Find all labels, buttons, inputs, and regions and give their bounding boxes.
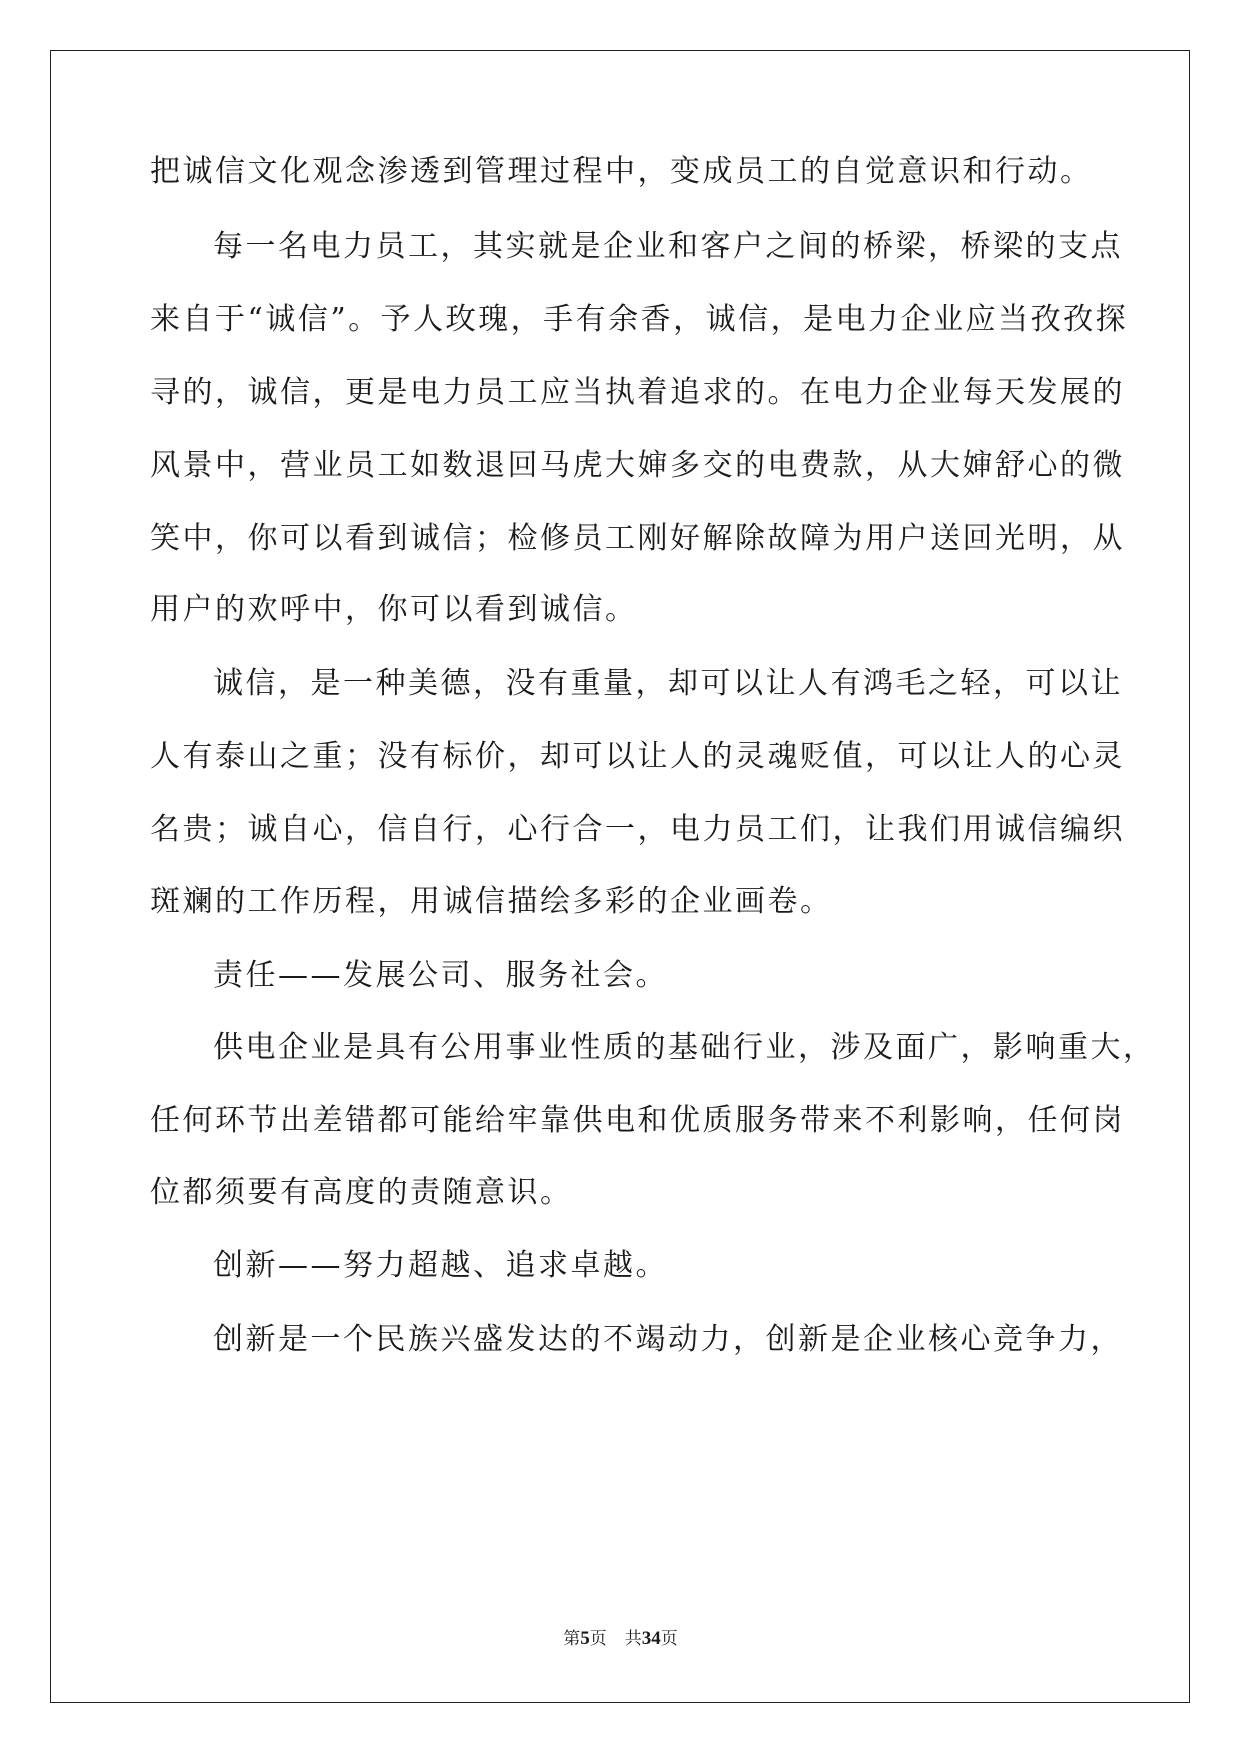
text-line: 人有泰山之重；没有标价，却可以让人的灵魂贬值，可以让人的心灵 xyxy=(150,739,1125,774)
text-line: 风景中，营业员工如数退回马虎大婶多交的电费款，从大婶舒心的微 xyxy=(150,448,1125,483)
page-number: 5 xyxy=(580,1628,590,1649)
page-prefix: 第 xyxy=(563,1629,581,1649)
text-line: 寻的，诚信，更是电力员工应当执着追求的。在电力企业每天发展的 xyxy=(150,375,1125,410)
text-line: 把诚信文化观念渗透到管理过程中，变成员工的自觉意识和行动。 xyxy=(150,154,1093,189)
text-line: 名贵；诚自心，信自行，心行合一，电力员工们，让我们用诚信编织 xyxy=(150,812,1125,847)
page-footer xyxy=(0,1628,1241,1650)
text-line: 任何环节出差错都可能给牢靠供电和优质服务带来不利影响，任何岗 xyxy=(150,1103,1125,1138)
text-line: 用户的欢呼中，你可以看到诚信。 xyxy=(150,592,638,627)
paragraph-first-line: 创新是一个民族兴盛发达的不竭动力，创新是企业核心竞争力， xyxy=(213,1322,1123,1357)
text-line: 笑中，你可以看到诚信；检修员工刚好解除故障为用户送回光明，从 xyxy=(150,521,1125,556)
section-heading: 责任——发展公司、服务社会。 xyxy=(213,958,668,993)
total-prefix: 共 xyxy=(624,1629,642,1649)
text-line: 来自于“诚信”。予人玫瑰，手有余香，诚信，是电力企业应当孜孜探 xyxy=(150,302,1129,337)
text-line: 斑斓的工作历程，用诚信描绘多彩的企业画卷。 xyxy=(150,884,833,919)
total-suffix: 页 xyxy=(660,1629,678,1649)
section-heading: 创新——努力超越、追求卓越。 xyxy=(213,1248,668,1283)
paragraph-first-line: 诚信，是一种美德，没有重量，却可以让人有鸿毛之轻，可以让 xyxy=(213,666,1123,701)
total-pages: 34 xyxy=(641,1628,661,1649)
paragraph-first-line: 供电企业是具有公用事业性质的基础行业，涉及面广，影响重大， xyxy=(213,1030,1156,1065)
page-suffix: 页 xyxy=(589,1629,607,1649)
paragraph-first-line: 每一名电力员工，其实就是企业和客户之间的桥梁，桥梁的支点 xyxy=(213,229,1123,264)
text-line: 位都须要有高度的责随意识。 xyxy=(150,1175,573,1210)
page-border xyxy=(50,50,1190,1703)
